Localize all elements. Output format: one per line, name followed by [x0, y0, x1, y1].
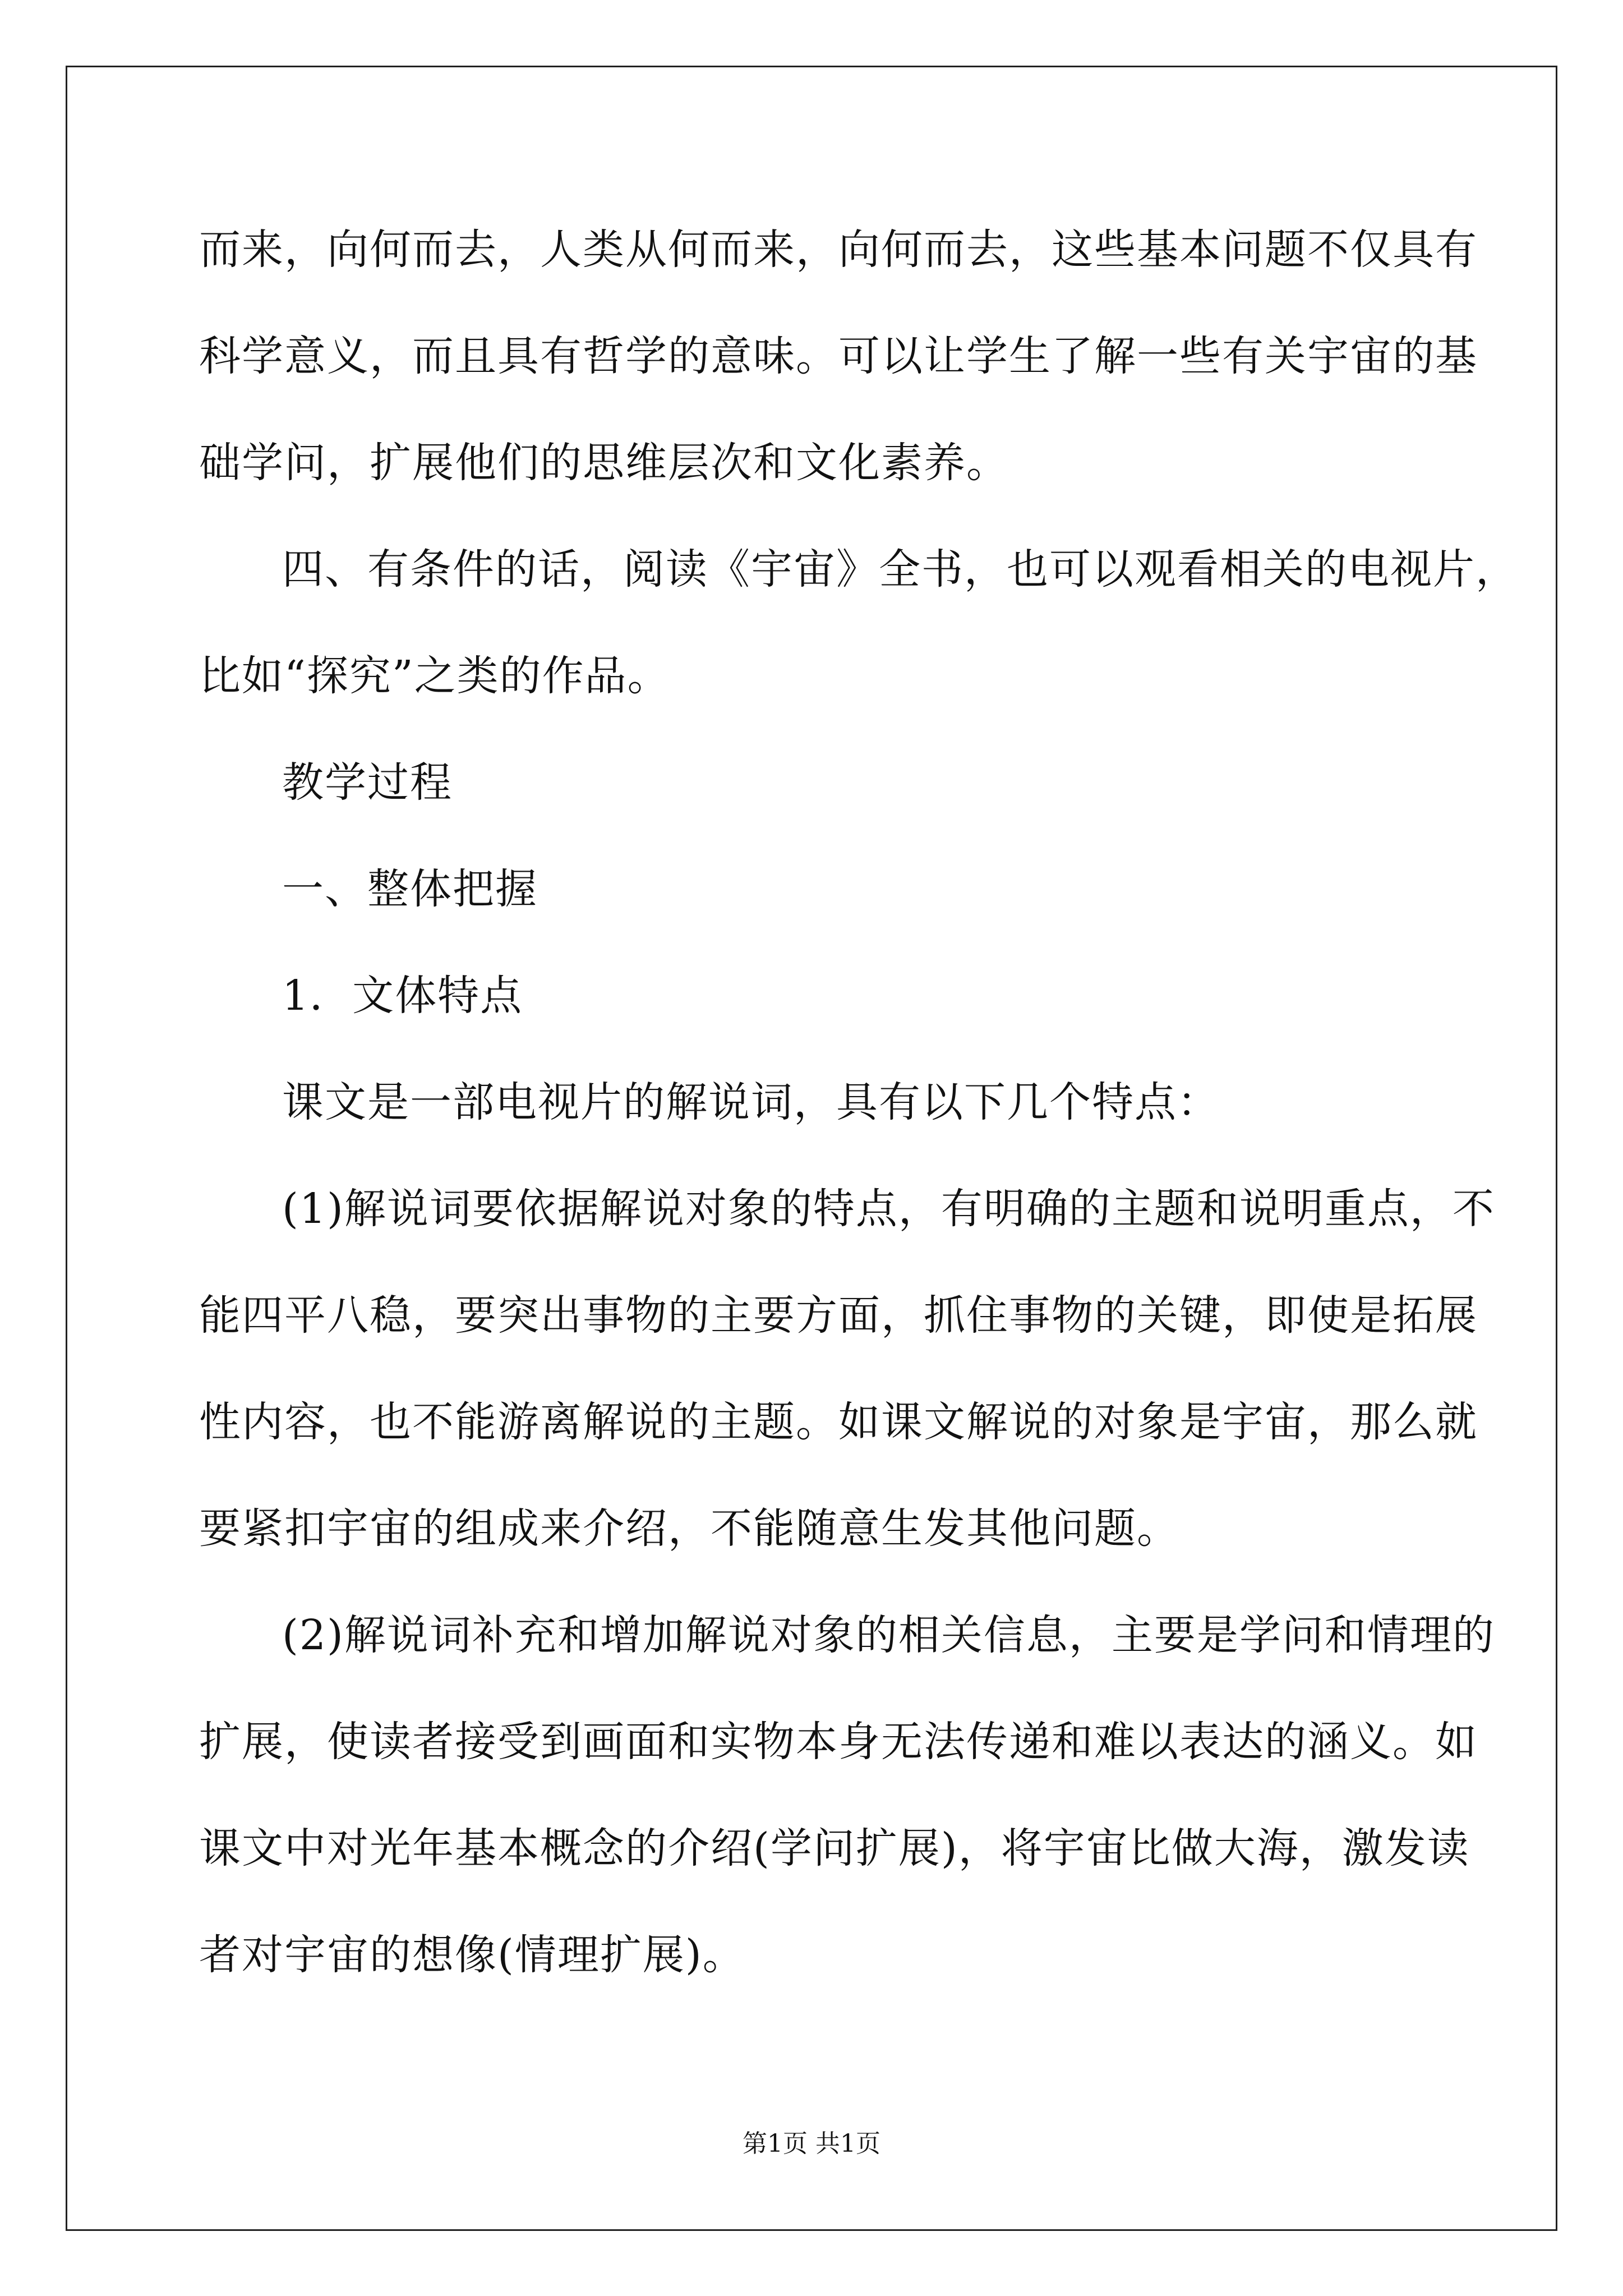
document-body — [199, 202, 1518, 2014]
body-line: 比如“探究”之类的作品。 — [199, 652, 670, 700]
body-line: 者对宇宙的想像(情理扩展)。 — [199, 1931, 745, 1979]
body-line: 四、有条件的话，阅读《宇宙》全书，也可以观看相关的电视片， — [282, 545, 1518, 593]
page-number-footer: 第1页 共1页 — [743, 2129, 880, 2158]
body-line: 课文是一部电视片的解说词，具有以下几个特点： — [282, 1078, 1220, 1126]
body-line: 课文中对光年基本概念的介绍(学问扩展)，将宇宙比做大海，激发读 — [199, 1824, 1470, 1872]
body-line: 科学意义，而且具有哲学的意味。可以让学生了解一些有关宇宙的基 — [199, 332, 1478, 380]
body-line: 性内容，也不能游离解说的主题。如课文解说的对象是宇宙，那么就 — [199, 1398, 1478, 1446]
body-line: 础学问，扩展他们的思维层次和文化素养。 — [199, 439, 1009, 487]
section-heading: 教学过程 — [282, 758, 453, 807]
body-line: (1)解说词要依据解说对象的特点，有明确的主题和说明重点，不 — [282, 1185, 1495, 1233]
body-line: (2)解说词补充和增加解说对象的相关信息，主要是学问和情理的 — [282, 1611, 1495, 1659]
body-line: 要紧扣宇宙的组成来介绍，不能随意生发其他问题。 — [199, 1504, 1179, 1553]
body-line: 扩展，使读者接受到画面和实物本身无法传递和难以表达的涵义。如 — [199, 1718, 1478, 1766]
subsection-heading: 一、整体把握 — [282, 865, 538, 913]
body-line: 能四平八稳，要突出事物的主要方面，抓住事物的关键，即使是拓展 — [199, 1291, 1478, 1340]
body-line: 而来，向何而去，人类从何而来，向何而去，这些基本问题不仅具有 — [199, 226, 1478, 274]
subsection-heading: 1．文体特点 — [282, 972, 523, 1020]
